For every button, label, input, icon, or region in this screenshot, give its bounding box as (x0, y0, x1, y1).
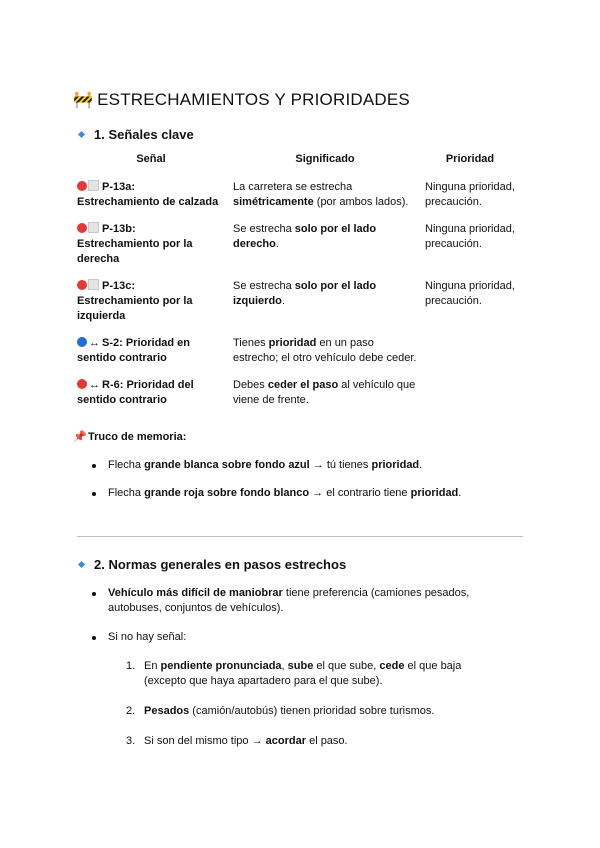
memory-tip-text: Truco de memoria: (88, 430, 187, 443)
text-run: . (419, 459, 423, 471)
bold-text: Pesados (144, 705, 190, 717)
text-run: Debes (233, 379, 268, 391)
signs-table (73, 148, 519, 417)
list-item-text (108, 486, 508, 501)
bold-text: ceder el paso (267, 379, 339, 391)
item-number: 2. (126, 705, 136, 717)
meaning-cell (229, 333, 421, 375)
bold-text: grande blanca sobre fondo azul (144, 459, 310, 471)
red-circle-icon (77, 181, 87, 191)
numbered-item (126, 704, 484, 719)
red-circle-icon (77, 280, 87, 290)
text-run: (camión/autobús) tienen prioridad sobre turismos. (189, 705, 435, 717)
bullet-icon (92, 464, 96, 468)
text-run: el paso. (306, 735, 348, 747)
sign-name: Estrechamiento de calzada (77, 196, 219, 208)
sign-code: P-13a: (102, 181, 136, 193)
red-circle-icon (77, 223, 87, 233)
sign-cell (73, 177, 229, 219)
meaning-cell (229, 276, 421, 333)
page-title-text: ESTRECHAMIENTOS Y PRIORIDADES (97, 90, 410, 109)
text-run: Flecha (108, 459, 145, 471)
left-right-arrow-icon: ↔ (89, 379, 100, 391)
blue-diamond-icon (78, 131, 85, 138)
table-row (73, 177, 519, 219)
sign-name: Estrechamiento por la derecha (77, 238, 193, 265)
pushpin-icon: 📌 (73, 431, 87, 443)
numbered-item-text (144, 734, 484, 749)
bullet-icon (92, 492, 96, 496)
section-divider (77, 536, 523, 537)
priority-cell (421, 333, 519, 375)
table-row (73, 276, 519, 333)
bold-text: acordar (265, 735, 307, 747)
memory-tip-label (73, 430, 186, 443)
blue-diamond-icon (78, 561, 85, 568)
sign-code: P-13b: (102, 223, 136, 235)
list-item (92, 630, 508, 645)
priority-cell: Ninguna prioridad, precaución. (425, 223, 515, 250)
meaning-cell (229, 375, 421, 417)
numbered-item (126, 734, 484, 749)
bold-text: sube (287, 660, 314, 672)
sign-cell (73, 375, 229, 417)
bold-text: solo por el lado izquierdo (233, 280, 377, 307)
text-run: Se estrecha (233, 223, 295, 235)
text-run: Se estrecha (233, 280, 295, 292)
red-circle-icon (77, 379, 87, 389)
text-run: al vehículo que viene de frente. (233, 379, 416, 406)
sign-code: S-2: Prioridad en sentido contrario (77, 337, 191, 364)
sign-code: P-13c: (102, 280, 136, 292)
bullet-icon (92, 592, 96, 596)
text-run: Tienes (233, 337, 269, 349)
bold-text: pendiente pronunciada (160, 660, 282, 672)
bold-text: prioridad (371, 459, 420, 471)
text-run: (por ambos lados). (313, 196, 409, 208)
text-run: el que sube, (313, 660, 380, 672)
item-number: 1. (126, 660, 136, 672)
section-1-heading-text: 1. Señales clave (94, 127, 194, 142)
text-run: La carretera se estrecha (233, 181, 353, 193)
header-prioridad: Prioridad (445, 153, 495, 165)
white-square-icon (88, 222, 99, 233)
priority-cell: Ninguna prioridad, precaución. (425, 181, 515, 208)
construction-barrier-icon: 🚧 (73, 92, 94, 109)
bold-text: cede (379, 660, 405, 672)
table-header-row (73, 148, 519, 177)
text-run: En (144, 660, 161, 672)
sign-code: R-6: Prioridad del sentido contrario (77, 379, 194, 406)
priority-cell (421, 375, 519, 417)
text-run: el que baja (excepto que haya apartadero para el que sube). (144, 660, 462, 687)
header-significado: Significado (295, 153, 355, 165)
text-run: → tú tienes (309, 459, 372, 471)
list-item-text (108, 586, 508, 616)
list-item (92, 458, 508, 473)
table-row (73, 333, 519, 375)
meaning-cell (229, 219, 421, 276)
bold-text: prioridad (268, 337, 317, 349)
text-run: . (275, 238, 279, 250)
section-2-heading (77, 557, 346, 572)
page-title (73, 90, 410, 110)
text-run: , (281, 660, 288, 672)
text-run: Flecha (108, 487, 145, 499)
sign-cell (73, 333, 229, 375)
bold-text: grande roja sobre fondo blanco (144, 487, 310, 499)
text-run: en un paso estrecho; el otro vehículo debe ceder. (233, 337, 417, 364)
numbered-item-text (144, 659, 484, 689)
blue-circle-icon (77, 337, 87, 347)
text-run: . (281, 295, 285, 307)
bold-text: simétricamente (233, 196, 314, 208)
text-run: tiene preferencia (camiones pesados, autobuses, conjuntos de vehículos). (108, 587, 470, 614)
bold-text: solo por el lado derecho (233, 223, 377, 250)
text-run: . (458, 487, 462, 499)
bold-text: Vehículo más difícil de maniobrar (108, 587, 283, 599)
priority-cell: Ninguna prioridad, precaución. (425, 280, 515, 307)
section-1-heading (77, 127, 194, 142)
left-right-arrow-icon: ↔ (89, 337, 100, 349)
white-square-icon (88, 180, 99, 191)
section-2-heading-text: 2. Normas generales en pasos estrechos (94, 557, 347, 572)
list-item (92, 486, 508, 501)
header-senal: Señal (136, 153, 166, 165)
list-item-text (108, 630, 508, 645)
bullet-icon (92, 636, 96, 640)
list-item (92, 586, 508, 616)
bold-text: prioridad (410, 487, 459, 499)
text-run: Si son del mismo tipo → (144, 735, 266, 747)
meaning-cell (229, 177, 421, 219)
numbered-item (126, 659, 484, 689)
table-row (73, 375, 519, 417)
white-square-icon (88, 279, 99, 290)
item-number: 3. (126, 735, 136, 747)
numbered-item-text (144, 704, 484, 719)
text-run: → el contrario tiene (309, 487, 411, 499)
sign-name: Estrechamiento por la izquierda (77, 295, 193, 322)
sign-cell (73, 219, 229, 276)
sign-cell (73, 276, 229, 333)
list-item-text (108, 458, 508, 473)
table-row (73, 219, 519, 276)
text-run: Si no hay señal: (108, 631, 187, 643)
